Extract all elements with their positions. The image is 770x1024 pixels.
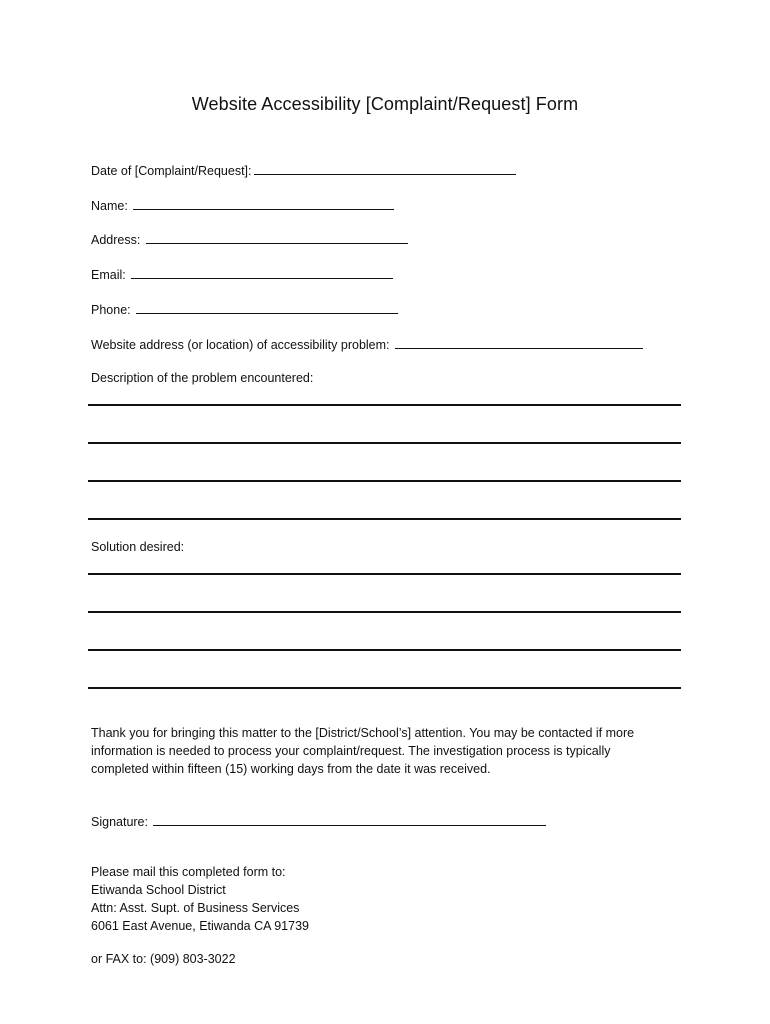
mail-line: Etiwanda School District xyxy=(91,883,226,897)
phone-input-line[interactable] xyxy=(136,301,398,314)
phone-label: Phone: xyxy=(91,303,131,317)
name-field xyxy=(91,197,394,214)
solution-line-2[interactable] xyxy=(88,611,681,613)
form-title: Website Accessibility [Complaint/Request] Form xyxy=(191,94,579,114)
date-input-line[interactable] xyxy=(254,162,516,175)
signature-label: Signature: xyxy=(91,815,148,829)
solution-line-3[interactable] xyxy=(88,649,681,651)
mail-line: 6061 East Avenue, Etiwanda CA 91739 xyxy=(91,919,309,933)
date-label: Date of [Complaint/Request]: xyxy=(91,164,252,178)
solution-line-1[interactable] xyxy=(88,573,681,575)
address-label: Address: xyxy=(91,233,141,247)
solution-line-4[interactable] xyxy=(88,687,681,689)
description-line-2[interactable] xyxy=(88,442,681,444)
solution-label: Solution desired: xyxy=(91,540,185,554)
date-field xyxy=(91,162,516,179)
description-line-3[interactable] xyxy=(88,480,681,482)
signature-input-line[interactable] xyxy=(153,813,546,826)
fax-line: or FAX to: (909) 803-3022 xyxy=(91,952,236,966)
name-input-line[interactable] xyxy=(133,197,394,210)
phone-field xyxy=(91,301,398,318)
website-field xyxy=(91,336,643,353)
email-input-line[interactable] xyxy=(131,266,393,279)
email-label: Email: xyxy=(91,268,126,282)
address-input-line[interactable] xyxy=(146,231,408,244)
website-label: Website address (or location) of accessibility problem: xyxy=(91,338,390,352)
notice-line: completed within fifteen (15) working days from the date it was received. xyxy=(91,762,491,776)
description-line-1[interactable] xyxy=(88,404,681,406)
website-input-line[interactable] xyxy=(395,336,643,349)
notice-line: Thank you for bringing this matter to the [District/School’s] attention. You may be contacted if more xyxy=(91,726,635,740)
description-label: Description of the problem encountered: xyxy=(91,371,314,385)
notice-paragraph xyxy=(91,724,681,778)
address-field xyxy=(91,231,408,248)
mail-address-block xyxy=(91,863,681,935)
description-line-4[interactable] xyxy=(88,518,681,520)
signature-field xyxy=(91,813,546,830)
name-label: Name: xyxy=(91,199,128,213)
mail-line: Please mail this completed form to: xyxy=(91,865,286,879)
notice-line: information is needed to process your complaint/request. The investigation process is typically xyxy=(91,744,611,758)
email-field xyxy=(91,266,393,283)
mail-line: Attn: Asst. Supt. of Business Services xyxy=(91,901,300,915)
